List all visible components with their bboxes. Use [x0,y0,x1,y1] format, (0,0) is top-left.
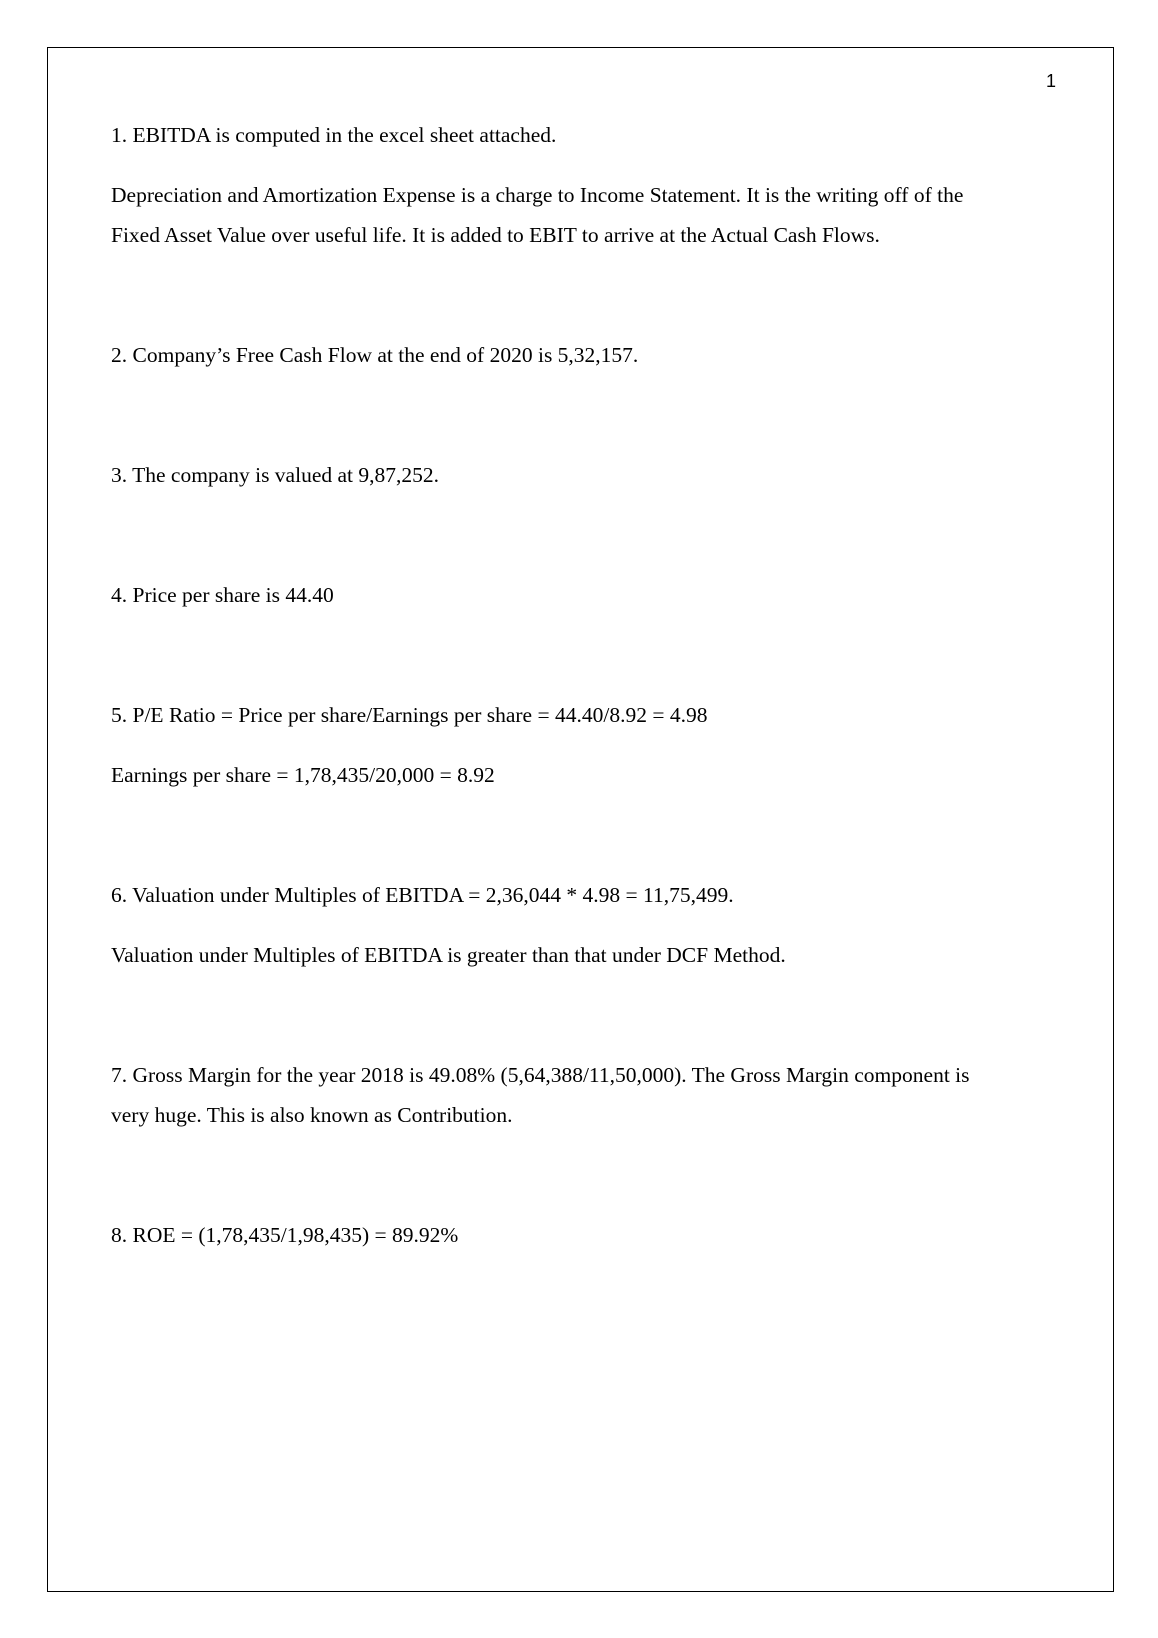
answer-1-explanation-line-2: Fixed Asset Value over useful life. It is added to EBIT to arrive at the Actual Cash Flows. [111,223,880,247]
answer-4-line: 4. Price per share is 44.40 [111,583,334,607]
answer-7-line-1: 7. Gross Margin for the year 2018 is 49.08% (5,64,388/11,50,000). The Gross Margin component is [111,1063,970,1087]
answer-5-eps-line: Earnings per share = 1,78,435/20,000 = 8.92 [111,763,495,787]
page-border [47,47,1114,1592]
answer-7-line-2: very huge. This is also known as Contribution. [111,1103,513,1127]
page-number: 1 [1045,71,1056,91]
answer-1-explanation-line-1: Depreciation and Amortization Expense is a charge to Income Statement. It is the writing off of the [111,183,964,207]
answer-6-line: 6. Valuation under Multiples of EBITDA = 2,36,044 * 4.98 = 11,75,499. [111,883,734,907]
answer-5-line: 5. P/E Ratio = Price per share/Earnings per share = 44.40/8.92 = 4.98 [111,703,708,727]
answer-1-line: 1. EBITDA is computed in the excel sheet attached. [111,123,557,147]
answer-8-line: 8. ROE = (1,78,435/1,98,435) = 89.92% [111,1223,459,1247]
answer-6-comparison-line: Valuation under Multiples of EBITDA is greater than that under DCF Method. [111,943,786,967]
answer-3-line: 3. The company is valued at 9,87,252. [111,463,440,487]
answer-2-line: 2. Company’s Free Cash Flow at the end of 2020 is 5,32,157. [111,343,639,367]
